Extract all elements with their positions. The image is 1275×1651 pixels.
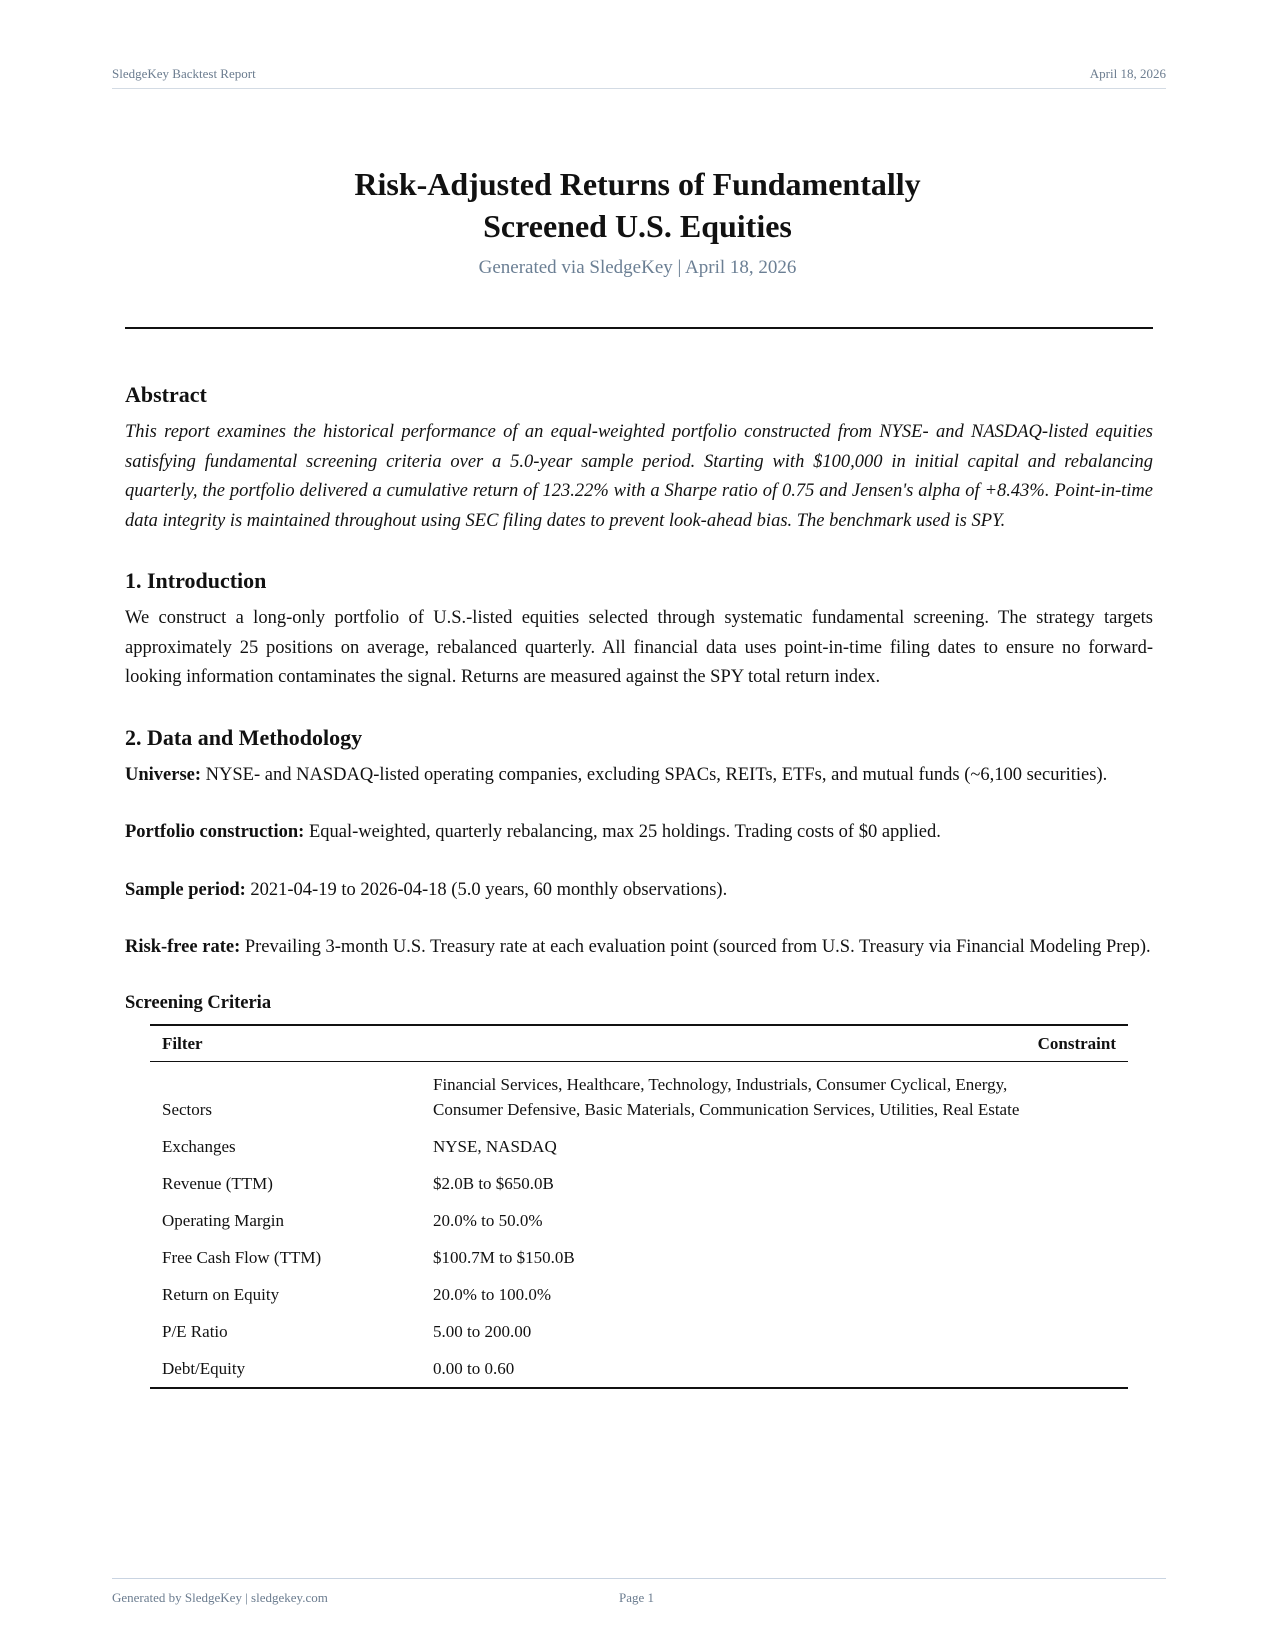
filter-cell: Return on Equity xyxy=(162,1284,280,1304)
constraint-cell: $100.7M to $150.0B xyxy=(433,1247,575,1267)
table-header-row xyxy=(150,1025,1128,1062)
filter-cell: Debt/Equity xyxy=(162,1358,246,1378)
column-header-constraint: Constraint xyxy=(421,1025,1128,1062)
title-block xyxy=(0,163,1275,279)
abstract-section xyxy=(125,380,1153,536)
table-row xyxy=(150,1165,1128,1202)
construction-label: Portfolio construction: xyxy=(125,822,305,842)
table-row xyxy=(150,1202,1128,1239)
sample-period-text: 2021-04-19 to 2026-04-18 (5.0 years, 60 monthly observations). xyxy=(245,879,728,900)
constraint-cell: $2.0B to $650.0B xyxy=(433,1173,554,1193)
filter-cell: Sectors xyxy=(162,1099,213,1119)
abstract-text: This report examines the historical performance of an equal-weighted portfolio constructed from NYSE- and NASDAQ-listed equities satisfying fundamental screening criteria over a 5.0-year sample period. Starting with $100,000 in initial capital and rebalancing quarterly, the portfolio delivered a cumulative return of 123.22% with a Sharpe ratio of 0.75 and Jensen's alpha of +8.43%. Point-in-time data integrity is maintained throughout using SEC filing dates to prevent look-ahead bias. The benchmark used is SPY. xyxy=(125,422,1153,531)
title-line-2: Screened U.S. Equities xyxy=(483,208,792,244)
constraint-cell: 0.00 to 0.60 xyxy=(433,1358,515,1378)
constraint-cell: NYSE, NASDAQ xyxy=(433,1136,557,1156)
filter-cell: Operating Margin xyxy=(162,1210,284,1230)
header-report-name: SledgeKey Backtest Report xyxy=(112,66,256,81)
screening-heading: Screening Criteria xyxy=(125,992,272,1013)
table-row xyxy=(150,1313,1128,1350)
table-row xyxy=(150,1128,1128,1165)
paper-body xyxy=(125,380,1153,1389)
methodology-heading: 2. Data and Methodology xyxy=(125,724,363,750)
table-row xyxy=(150,1239,1128,1276)
abstract-heading: Abstract xyxy=(125,382,207,407)
header-date: April 18, 2026 xyxy=(1089,66,1166,81)
paper-title xyxy=(0,163,1275,247)
page-header xyxy=(112,66,1166,89)
universe-text: NYSE- and NASDAQ-listed operating companies, excluding SPACs, REITs, ETFs, and mutual funds (~6,100 securities). xyxy=(201,764,1108,785)
introduction-heading: 1. Introduction xyxy=(125,568,267,593)
universe-label: Universe: xyxy=(125,764,202,785)
introduction-section xyxy=(125,566,1153,693)
page-footer xyxy=(112,1578,1166,1606)
risk-free-paragraph xyxy=(125,933,1153,963)
constraint-cell xyxy=(421,1061,1128,1128)
constraint-line-1: Financial Services, Healthcare, Technology, Industrials, Consumer Cyclical, Energy, xyxy=(433,1074,1008,1094)
title-line-1: Risk-Adjusted Returns of Fundamentally xyxy=(354,166,921,202)
page-number: Page 1 xyxy=(619,1590,655,1605)
methodology-section xyxy=(125,723,1153,1389)
paper-subtitle: Generated via SledgeKey | April 18, 2026 xyxy=(478,257,797,278)
footer-credit: Generated by SledgeKey | sledgekey.com xyxy=(112,1590,328,1605)
constraint-cell: 20.0% to 50.0% xyxy=(433,1210,543,1230)
screening-criteria-table xyxy=(150,1024,1128,1389)
sample-period-paragraph xyxy=(125,876,1153,906)
risk-free-label: Risk-free rate: xyxy=(125,937,241,957)
constraint-line-2: Consumer Defensive, Basic Materials, Communication Services, Utilities, Real Estate xyxy=(433,1099,1020,1119)
construction-text: Equal-weighted, quarterly rebalancing, max 25 holdings. Trading costs of $0 applied. xyxy=(304,822,941,842)
risk-free-text: Prevailing 3-month U.S. Treasury rate at each evaluation point (sourced from U.S. Treasury via Financial Modeling Prep). xyxy=(240,937,1151,957)
sample-period-label: Sample period: xyxy=(125,879,246,900)
filter-cell: Free Cash Flow (TTM) xyxy=(162,1247,322,1267)
universe-paragraph xyxy=(125,761,1153,791)
construction-paragraph xyxy=(125,818,1153,848)
column-header-filter: Filter xyxy=(150,1025,421,1062)
title-divider xyxy=(125,327,1153,329)
filter-cell: P/E Ratio xyxy=(162,1321,228,1341)
table-row xyxy=(150,1276,1128,1313)
table-row xyxy=(150,1350,1128,1388)
filter-cell: Revenue (TTM) xyxy=(162,1173,273,1193)
introduction-text: We construct a long-only portfolio of U.S.-listed equities selected through systematic fundamental screening. The strategy targets approximately 25 positions on average, rebalanced quarterly. All financial data uses point-in-time filing dates to ensure no forward-looking information contaminates the signal. Returns are measured against the SPY total return index. xyxy=(125,608,1153,687)
filter-cell: Exchanges xyxy=(162,1136,236,1156)
constraint-cell: 5.00 to 200.00 xyxy=(433,1321,532,1341)
constraint-cell: 20.0% to 100.0% xyxy=(433,1284,552,1304)
table-row xyxy=(150,1061,1128,1128)
